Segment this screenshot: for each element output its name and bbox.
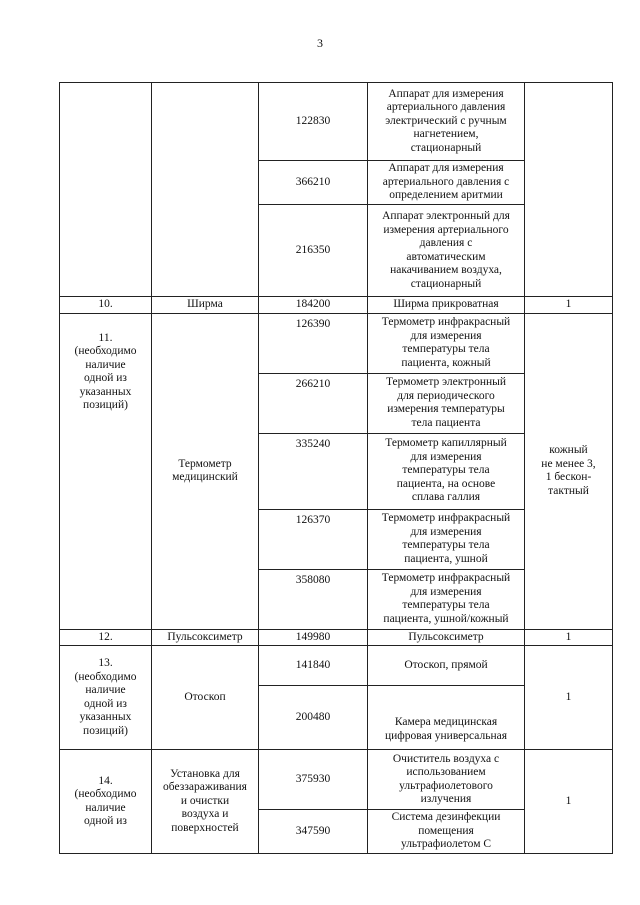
text-line: определением аритмии — [389, 189, 503, 202]
text-line: наличие — [85, 801, 126, 814]
text-line: Аппарат для измерения — [388, 162, 504, 175]
row-number-cell: 12. — [60, 629, 152, 646]
name-cell — [368, 686, 525, 750]
code-cell: 366210 — [259, 161, 368, 205]
page-number: 3 — [317, 36, 323, 50]
row-number-cell: 10. — [60, 297, 152, 314]
code-cell: 126370 — [259, 509, 368, 569]
text-line: обеззараживания — [163, 781, 247, 794]
row-number-cell — [60, 83, 152, 297]
quantity-cell: 1 — [525, 750, 613, 854]
text-line: позиций) — [83, 724, 128, 737]
text-line: сплава галлия — [411, 491, 481, 504]
text-line: Аппарат для измерения — [388, 87, 504, 100]
name-cell — [368, 373, 525, 433]
item-cell: Пульсоксиметр — [152, 629, 259, 646]
text-line: Камера медицинская — [394, 716, 498, 728]
text-line: Отоскоп — [184, 690, 226, 703]
text-line: Аппарат электронный для — [382, 210, 510, 222]
text-line: Пульсоксиметр — [408, 630, 484, 643]
text-line: измерения температуры — [387, 403, 505, 415]
item-cell — [152, 750, 259, 854]
text-line: не менее 3, — [541, 457, 596, 470]
text-line: стационарный — [410, 141, 482, 154]
name-cell — [368, 810, 525, 854]
text-line: Термометр капиллярный — [385, 437, 507, 450]
code-cell: 184200 — [259, 297, 368, 314]
text-line: излучения — [420, 793, 472, 805]
text-line: Термометр инфракрасный — [381, 572, 511, 584]
text-line: температуры тела — [402, 539, 490, 551]
text-line: Термометр электронный — [385, 376, 507, 388]
code-cell: 266210 — [259, 373, 368, 433]
code-cell: 149980 — [259, 629, 368, 646]
text-line: 11. — [98, 331, 113, 344]
text-line: одной из — [84, 815, 127, 827]
text-line: для измерения — [410, 450, 482, 463]
text-line: для измерения — [410, 525, 482, 538]
name-cell — [368, 161, 525, 205]
code-cell: 375930 — [259, 750, 368, 810]
text-line: одной из — [84, 372, 127, 384]
text-line: цифровая универсальная — [384, 729, 508, 742]
row-number-cell — [60, 313, 152, 629]
name-cell — [368, 646, 525, 686]
text-line: пациента, ушной/кожный — [383, 612, 509, 625]
code-cell: 141840 — [259, 646, 368, 686]
name-cell — [368, 750, 525, 810]
text-line: Очиститель воздуха с — [392, 752, 500, 765]
text-line: измерения артериального — [383, 223, 509, 236]
text-line: электрический с ручным — [385, 114, 507, 127]
text-line: (необходимо — [74, 345, 137, 357]
text-line: стационарный — [410, 277, 482, 290]
quantity-cell — [525, 83, 613, 297]
text-line: медицинский — [172, 471, 238, 483]
text-line: накачиванием воздуха, — [390, 264, 502, 276]
text-line: позиций) — [83, 399, 128, 411]
code-cell: 335240 — [259, 433, 368, 509]
name-cell — [368, 205, 525, 297]
table-row — [60, 646, 613, 686]
item-cell: Ширма — [152, 297, 259, 314]
text-line: (необходимо — [74, 670, 137, 683]
text-line: пациента, на основе — [396, 477, 496, 490]
code-cell: 347590 — [259, 810, 368, 854]
row-number-cell — [60, 750, 152, 854]
table-row — [60, 750, 613, 810]
item-cell — [152, 313, 259, 629]
text-line: указанных — [79, 385, 132, 398]
quantity-cell: 1 — [525, 646, 613, 750]
text-line: и очистки — [180, 794, 230, 807]
name-cell — [368, 629, 525, 646]
text-line: наличие — [85, 358, 126, 371]
code-cell: 216350 — [259, 205, 368, 297]
code-cell: 200480 — [259, 686, 368, 750]
quantity-cell: 1 — [525, 297, 613, 314]
name-cell — [368, 509, 525, 569]
text-line: 14. — [98, 774, 113, 787]
text-line: ультрафиолетового — [399, 779, 493, 792]
text-line: для периодического — [397, 389, 495, 402]
name-cell — [368, 569, 525, 629]
text-line: воздуха и — [181, 808, 229, 821]
name-cell — [368, 83, 525, 161]
text-line: артериального давления — [386, 101, 506, 114]
quantity-cell — [525, 313, 613, 629]
text-line: 1 бескон- — [545, 471, 592, 483]
code-cell: 122830 — [259, 83, 368, 161]
text-line: 13. — [98, 657, 113, 669]
text-line: Отоскоп, прямой — [404, 658, 488, 671]
text-line: Ширма прикроватная — [393, 298, 499, 310]
name-cell — [368, 297, 525, 314]
text-line: нагнетением, — [413, 128, 479, 141]
text-line: поверхностей — [171, 821, 239, 834]
quantity-cell: 1 — [525, 629, 613, 646]
text-line: тактный — [548, 484, 589, 497]
text-line: автоматическим — [406, 250, 486, 263]
text-line: указанных — [79, 711, 132, 723]
text-line: Термометр инфракрасный — [381, 316, 511, 328]
text-line: температуры тела — [402, 599, 490, 611]
item-cell — [152, 83, 259, 297]
row-number-cell — [60, 646, 152, 750]
table-row — [60, 297, 613, 314]
text-line: наличие — [85, 684, 126, 696]
text-line: температуры тела — [402, 464, 490, 477]
text-line: использованием — [406, 766, 486, 778]
text-line: давления с — [419, 237, 473, 249]
text-line: Система дезинфекции — [391, 811, 501, 824]
text-line: одной из — [84, 697, 127, 710]
text-line: для измерения — [410, 585, 482, 598]
table-row — [60, 629, 613, 646]
equipment-table — [59, 82, 613, 854]
name-cell — [368, 433, 525, 509]
table-row — [60, 83, 613, 161]
text-line: пациента, ушной — [404, 552, 488, 565]
text-line: Установка для — [170, 767, 240, 780]
text-line: пациента, кожный — [401, 356, 491, 369]
text-line: артериального давления с — [382, 175, 510, 188]
text-line: температуры тела — [402, 343, 490, 355]
text-line: Термометр инфракрасный — [381, 512, 511, 524]
code-cell: 126390 — [259, 313, 368, 373]
item-cell — [152, 646, 259, 750]
name-cell — [368, 313, 525, 373]
text-line: (необходимо — [74, 788, 137, 800]
table-row — [60, 313, 613, 373]
text-line: кожный — [549, 444, 588, 456]
text-line: помещения — [418, 824, 474, 837]
text-line: для измерения — [410, 329, 482, 342]
text-line: ультрафиолетом С — [400, 838, 492, 851]
text-line: Термометр — [178, 457, 232, 470]
code-cell: 358080 — [259, 569, 368, 629]
text-line: тела пациента — [411, 416, 481, 429]
